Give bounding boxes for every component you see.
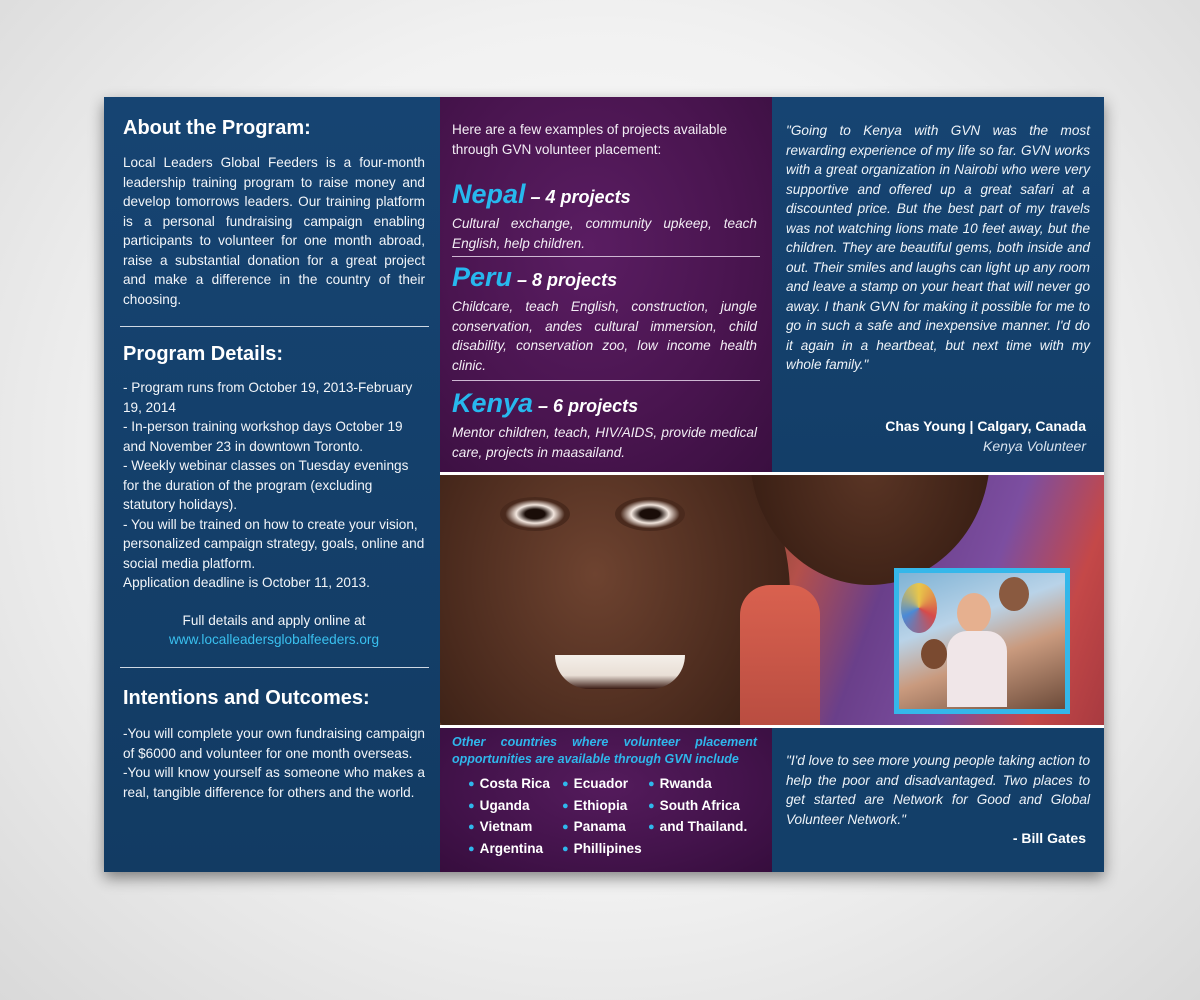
country-item: ● Uganda	[468, 797, 530, 813]
country-item: ● Costa Rica	[468, 776, 550, 791]
bullet-icon: ●	[562, 778, 569, 790]
country-item: ● Phillipines	[562, 840, 642, 856]
details-line: - You will be trained on how to create your vision, personalized campaign strategy, goals, online and social media platform.	[123, 516, 425, 571]
country-item: ● and Thailand.	[648, 819, 748, 834]
website-link[interactable]: www.localleadersglobalfeeders.org	[168, 632, 380, 647]
intentions-section	[123, 687, 425, 802]
countries-column	[648, 774, 747, 860]
project-peru	[452, 262, 757, 375]
volunteer-inset-photo	[894, 568, 1070, 714]
project-count: – 4 projects	[525, 187, 631, 207]
details-line: - Weekly webinar classes on Tuesday evenings for the duration of the program (excluding statutory holidays).	[123, 458, 409, 512]
details-line: - In-person training workshop days October 19 and November 23 in downtown Toronto.	[123, 419, 403, 454]
project-title	[452, 179, 757, 214]
details-list	[123, 378, 425, 593]
countries-column	[562, 774, 648, 860]
bullet-icon: ●	[648, 799, 655, 812]
divider	[452, 380, 760, 381]
country-item: ● Argentina	[468, 840, 544, 856]
testimonial-panel	[772, 97, 1104, 472]
countries-column	[468, 774, 562, 860]
colorful-wall-art	[901, 583, 937, 633]
about-heading: About the Program:	[123, 117, 311, 139]
bullet-icon: ●	[562, 821, 569, 833]
country-item: ● Ethiopia	[562, 797, 628, 813]
details-heading: Program Details:	[123, 343, 284, 365]
divider	[120, 667, 429, 668]
testimonial-author: Chas Young | Calgary, Canada	[885, 418, 1086, 434]
children-photo	[440, 472, 1104, 728]
projects-intro: Here are a few examples of projects available through GVN volunteer placement:	[452, 122, 728, 157]
child-face	[921, 639, 947, 669]
details-section	[123, 343, 425, 650]
bullet-icon: ●	[468, 821, 475, 833]
project-description: Childcare, teach English, construction, jungle conservation, andes cultural immersion, child disability, conservation zoo, low income health clinic.	[452, 299, 757, 373]
project-country: Nepal	[452, 179, 526, 209]
intentions-line: -You will know yourself as someone who makes a real, tangible difference for others and the world.	[123, 765, 425, 800]
project-count: – 8 projects	[512, 270, 618, 290]
about-body: Local Leaders Global Feeders is a four-month leadership training program to raise money and develop tomorrows leaders. Our training platform is a personal fundraising campaign enabling participants to volunteer for one month abroad, raise a substantial donation for a great project and make a difference in the country of their choosing.	[123, 155, 425, 307]
testimonial-role: Kenya Volunteer	[983, 438, 1086, 454]
intentions-heading: Intentions and Outcomes:	[123, 687, 370, 709]
country-item: ● Rwanda	[648, 776, 712, 791]
bullet-icon: ●	[468, 842, 475, 855]
child-smile	[555, 655, 685, 689]
child-eye	[615, 497, 685, 531]
orange-shirt	[740, 585, 820, 728]
intentions-list	[123, 724, 425, 802]
project-description: Mentor children, teach, HIV/AIDS, provide medical care, projects in maasailand.	[452, 425, 757, 460]
child-face	[999, 577, 1029, 611]
bullet-icon: ●	[562, 799, 569, 812]
about-section	[123, 117, 425, 309]
volunteer-face	[957, 593, 991, 633]
other-countries-panel	[440, 728, 772, 872]
country-item: ● Vietnam	[468, 819, 533, 834]
project-nepal	[452, 179, 757, 253]
bullet-icon: ●	[562, 842, 569, 855]
intentions-line: -You will complete your own fundraising campaign of $6000 and volunteer for one month overseas.	[123, 726, 425, 761]
project-kenya	[452, 388, 757, 462]
country-item: ● Panama	[562, 819, 626, 834]
project-country: Peru	[452, 262, 513, 292]
project-description: Cultural exchange, community upkeep, teach English, help children.	[452, 216, 757, 251]
divider	[120, 326, 429, 327]
gates-author: - Bill Gates	[1012, 830, 1086, 846]
countries-list	[468, 774, 747, 860]
country-item: ● South Africa	[648, 797, 740, 813]
apply-text: Full details and apply online at	[182, 612, 366, 628]
divider	[452, 256, 760, 257]
project-title	[452, 388, 757, 423]
bullet-icon: ●	[648, 821, 655, 833]
country-item: ● Ecuador	[562, 776, 629, 791]
left-panel	[104, 97, 440, 872]
details-line: Application deadline is October 11, 2013.	[123, 575, 370, 590]
project-count: – 6 projects	[533, 396, 639, 416]
child-eye	[500, 497, 570, 531]
gates-quote: "I'd love to see more young people taking action to help the poor and disadvantaged. Two places to get started are Network for Good and Global Volunteer Network."	[786, 753, 1090, 827]
other-countries-intro: Other countries where volunteer placement opportunities are available through GVN include	[452, 735, 757, 766]
bullet-icon: ●	[468, 778, 475, 790]
bullet-icon: ●	[648, 778, 655, 790]
project-country: Kenya	[452, 388, 534, 418]
bullet-icon: ●	[468, 799, 475, 812]
brochure-spread	[104, 97, 1104, 872]
details-line: - Program runs from October 19, 2013-February 19, 2014	[123, 380, 413, 415]
volunteer-shirt	[947, 631, 1007, 707]
gates-quote-panel	[772, 728, 1104, 872]
project-title	[452, 262, 757, 297]
projects-panel	[440, 97, 772, 472]
testimonial-quote: "Going to Kenya with GVN was the most rewarding experience of my life so far. GVN works with a great organization in Nairobi who were very supportive and offered up a great safari at a discounted price. But the best part of my travels was not watching lions mate 10 feet away, but the children. They are beautiful gems, both inside and out. Their smiles and laughs can light up any room and leave a stamp on your heart that will never go away. I thank GVN for making it possible for me to go in such a safe and inexpensive manner. I'd do it again in a heartbeat, but next time with my whole family."	[786, 123, 1090, 372]
